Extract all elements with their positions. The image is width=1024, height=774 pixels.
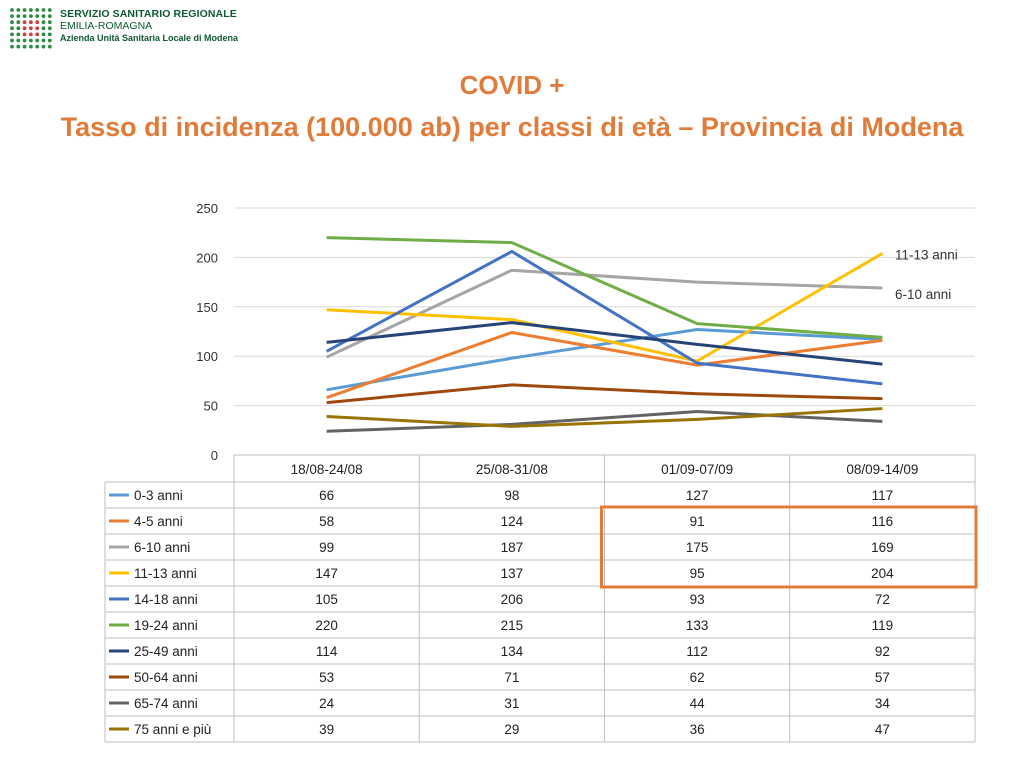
data-cell: 39 — [319, 722, 335, 737]
data-cell: 112 — [686, 644, 708, 659]
data-cell: 57 — [874, 670, 890, 685]
series-annotation: 6-10 anni — [895, 286, 952, 302]
data-cell: 91 — [689, 514, 705, 529]
data-cell: 119 — [871, 618, 894, 633]
data-cell: 175 — [685, 540, 709, 555]
data-cell: 127 — [685, 488, 709, 503]
y-tick-label: 100 — [196, 349, 218, 365]
legend-entry: 11-13 anni — [134, 566, 197, 581]
series-annotation: 11-13 anni — [895, 247, 958, 263]
legend-entry: 50-64 anni — [134, 670, 198, 685]
data-cell: 95 — [689, 566, 705, 581]
data-cell: 134 — [500, 644, 524, 659]
data-cell: 29 — [504, 722, 520, 737]
data-cell: 116 — [871, 514, 894, 529]
legend-entry: 75 anni e più — [134, 722, 212, 737]
data-cell: 204 — [871, 566, 894, 581]
data-cell: 137 — [500, 566, 524, 581]
data-cell: 53 — [319, 670, 335, 685]
data-cell: 98 — [504, 488, 520, 503]
y-tick-label: 250 — [196, 201, 218, 216]
data-cell: 206 — [500, 592, 524, 607]
legend-entry: 65-74 anni — [134, 696, 198, 711]
data-cell: 34 — [874, 696, 890, 711]
data-cell: 147 — [315, 566, 338, 581]
series-line — [327, 385, 883, 403]
data-cell: 215 — [500, 618, 524, 633]
slide-subtitle: Tasso di incidenza (100.000 ab) per classi di età – Provincia di Modena — [60, 112, 964, 142]
slide-title: COVID + — [459, 70, 565, 100]
y-tick-label: 0 — [210, 448, 218, 463]
category-label: 01/09-07/09 — [661, 462, 734, 477]
y-tick-label: 50 — [203, 398, 218, 414]
category-label: 25/08-31/08 — [475, 462, 548, 477]
data-cell: 93 — [689, 592, 705, 607]
data-cell: 71 — [504, 670, 520, 685]
legend-entry: 14-18 anni — [134, 592, 198, 607]
org-line3: Azienda Unità Sanitaria Locale di Modena — [60, 33, 239, 43]
data-cell: 24 — [319, 696, 335, 711]
legend-entry: 25-49 anni — [134, 644, 198, 659]
data-cell: 92 — [874, 644, 890, 659]
legend-entry: 6-10 anni — [134, 540, 191, 555]
legend-entry: 0-3 anni — [134, 488, 183, 503]
legend-entry: 4-5 anni — [134, 514, 183, 529]
data-cell: 47 — [874, 722, 890, 737]
series-line — [327, 330, 883, 390]
data-cell: 99 — [319, 540, 335, 555]
data-cell: 72 — [874, 592, 890, 607]
data-cell: 169 — [871, 540, 894, 555]
legend-entry: 19-24 anni — [134, 618, 198, 633]
data-cell: 117 — [871, 488, 894, 503]
data-cell: 66 — [319, 488, 335, 503]
data-cell: 31 — [504, 696, 520, 711]
category-label: 08/09-14/09 — [846, 462, 919, 477]
data-cell: 44 — [689, 696, 705, 711]
org-line2: EMILIA-ROMAGNA — [60, 20, 153, 32]
data-cell: 114 — [315, 644, 338, 659]
org-line1: SERVIZIO SANITARIO REGIONALE — [60, 8, 237, 20]
data-cell: 220 — [315, 618, 338, 633]
data-cell: 36 — [689, 722, 705, 737]
series-line — [327, 238, 883, 338]
data-cell: 124 — [500, 514, 524, 529]
y-tick-label: 200 — [196, 250, 218, 266]
data-cell: 58 — [319, 514, 335, 529]
data-cell: 187 — [500, 540, 524, 555]
category-label: 18/08-24/08 — [290, 462, 363, 477]
data-cell: 105 — [315, 592, 338, 607]
y-tick-label: 150 — [196, 299, 218, 315]
data-cell: 62 — [689, 670, 705, 685]
data-cell: 133 — [685, 618, 709, 633]
highlight-box — [602, 507, 977, 587]
